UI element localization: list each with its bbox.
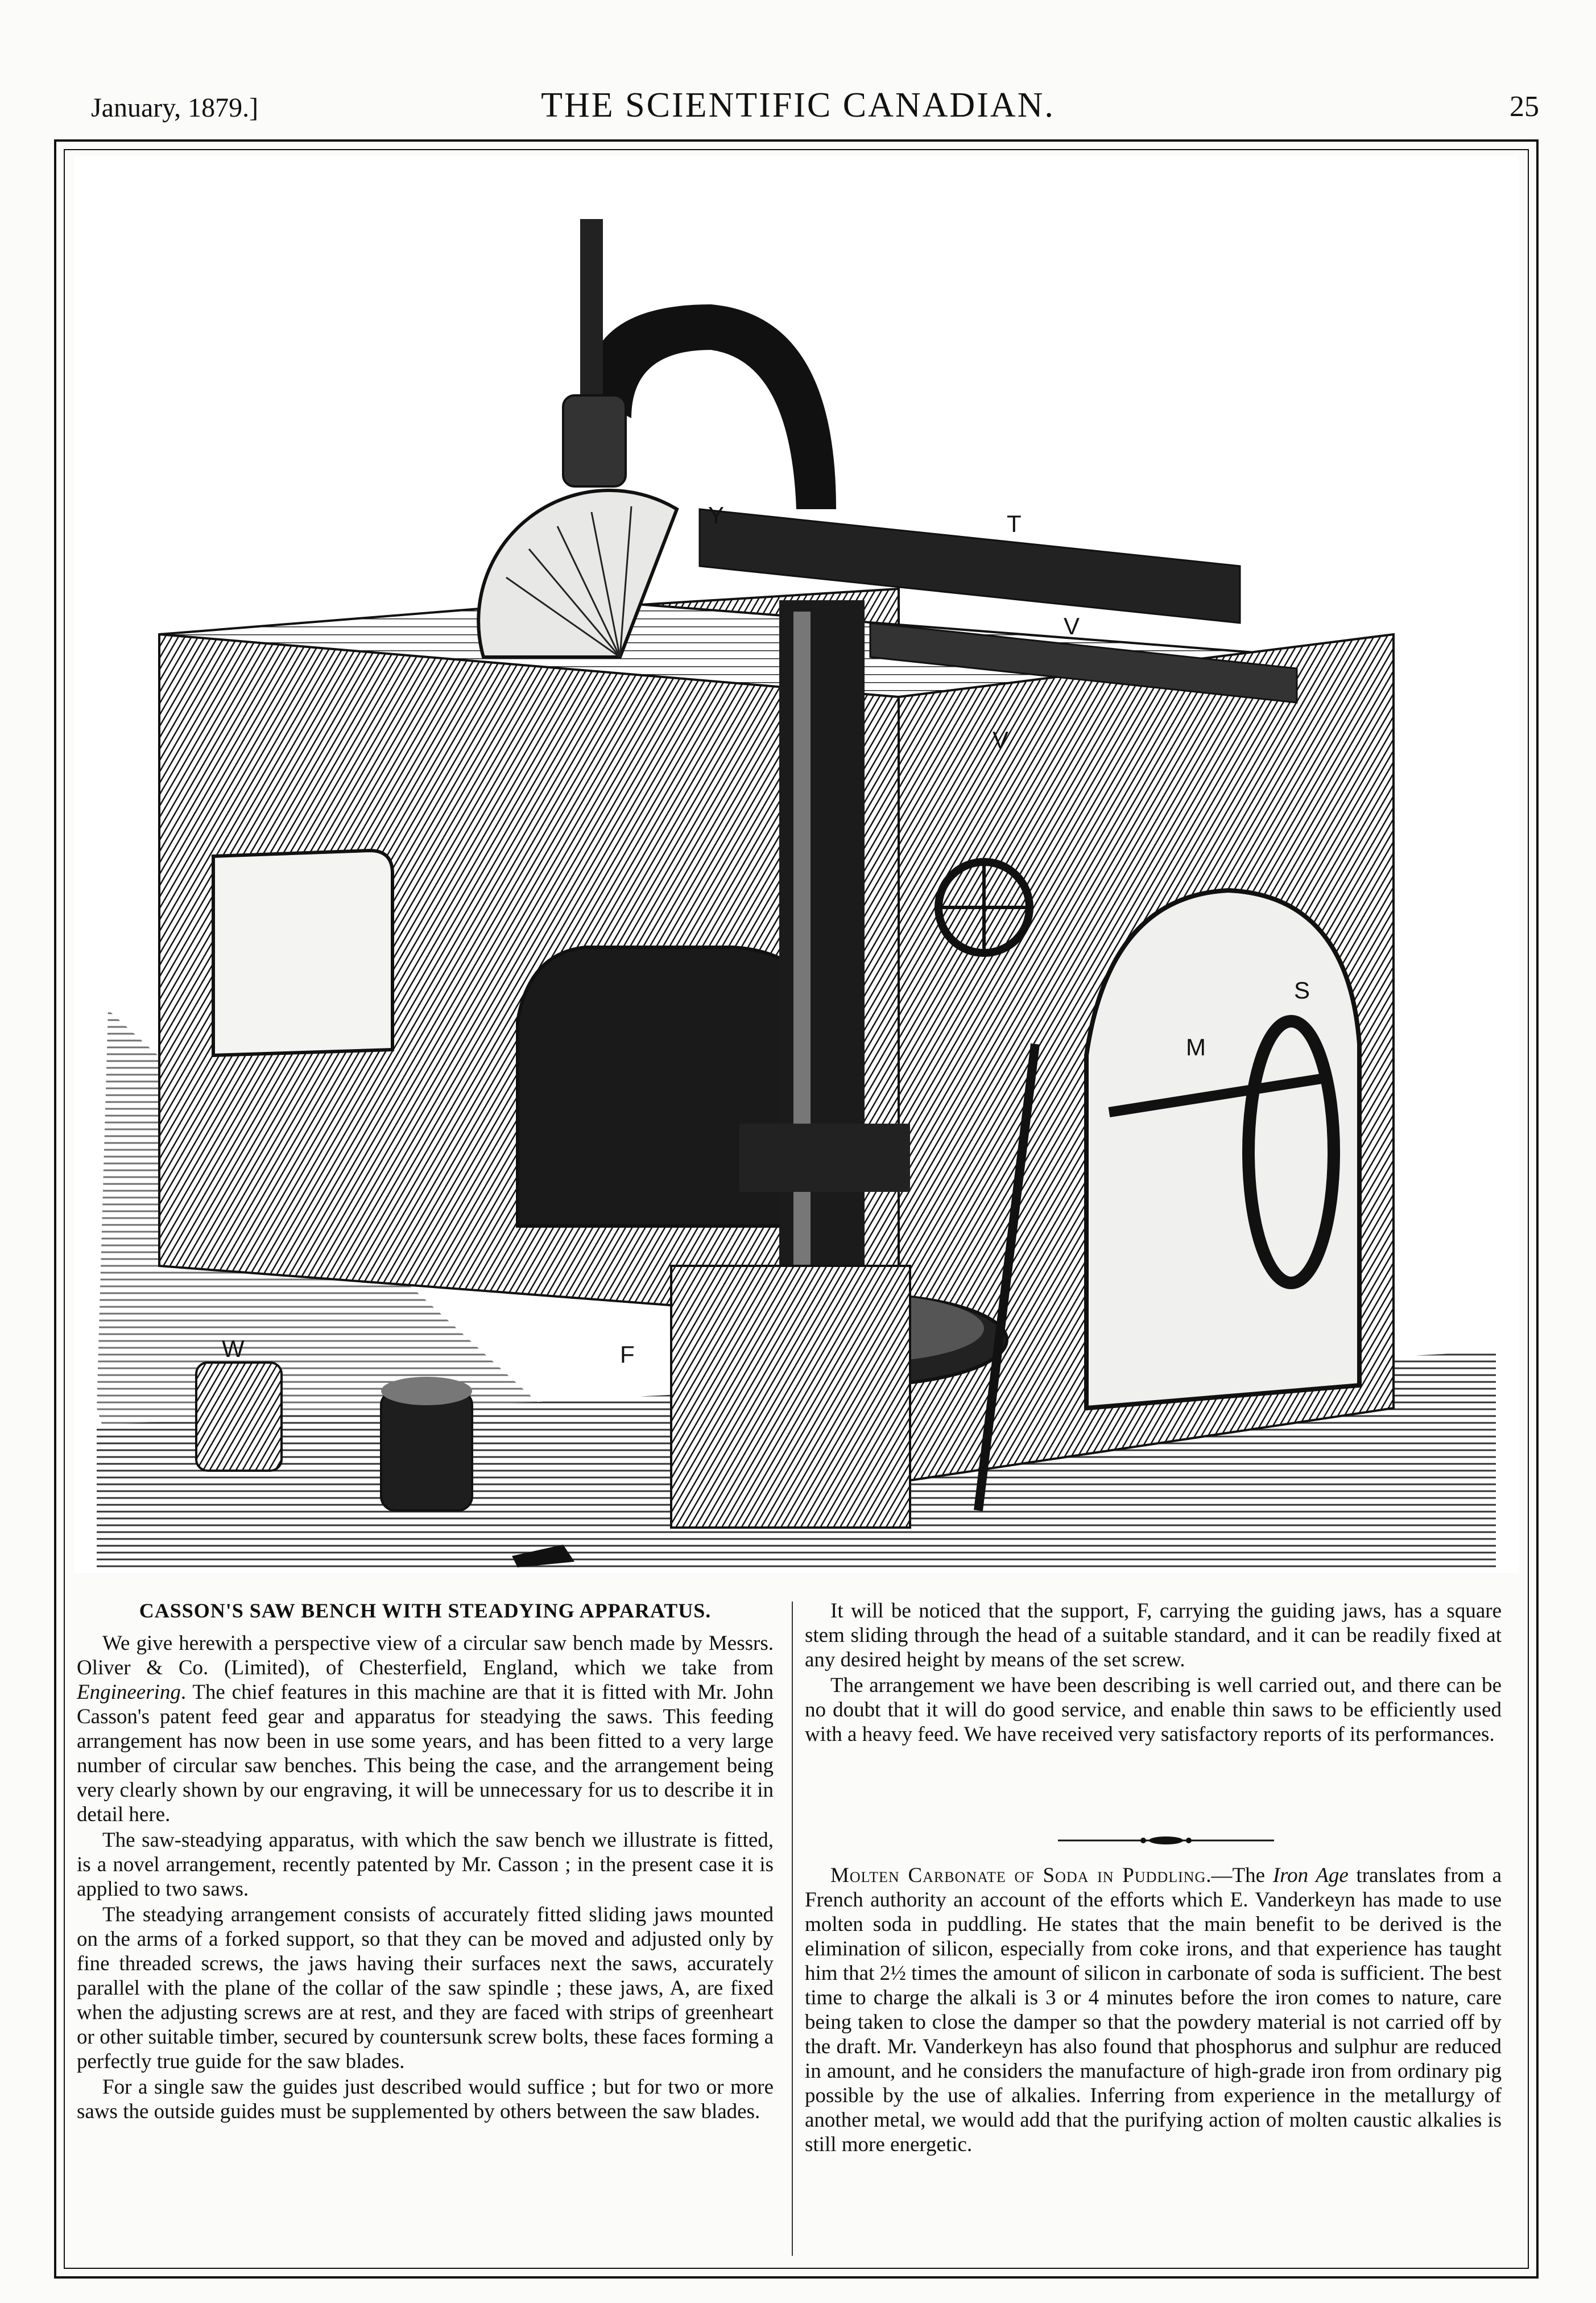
figure-letter-y: Y (708, 502, 725, 529)
page-number: 25 (1510, 90, 1539, 123)
article-continued (805, 1599, 1502, 1747)
article-paragraph: The arrangement we have been describing is well carried out, and there can be no doubt that it will do good service, and enable thin saws to be efficiently used with a heavy feed. We have received very satisfactory reports of its performances. (805, 1674, 1502, 1746)
figure-letter-f: F (620, 1341, 635, 1368)
figure-letter-m: M (1186, 1034, 1206, 1060)
journal-title: THE SCIENTIFIC CANADIAN. (541, 86, 1055, 125)
article-paragraph: We give herewith a perspective view of a circular saw bench made by Messrs. Oliver & Co. (Limited), of Chesterfield, England, which we take from Engineering. The chief features in this machine are that it is fitted with Mr. John Casson's patent feed gear and apparatus for steadying the saws. This feeding arrangement has now been in use some years, and has been fitted to a very large number of circular saw benches. This being the case, and the arrangement being very clearly shown by our engraving, it will be unnecessary for us to describe it in detail here. (77, 1632, 774, 1826)
column-divider (792, 1602, 793, 2256)
figure-letter-t: T (1007, 510, 1022, 537)
article-paragraph: Molten Carbonate of Soda in Puddling.—The Iron Age translates from a French authority an account of the efforts which E. Vanderkeyn has made to use molten soda in puddling. He states that the main benefit to be derived is the elimination of silicon, especially from coke irons, and that experience has taught him that 2½ times the amount of silicon in carbonate of soda is sufficient. The best time to charge the alkali is 3 or 4 minutes before the iron comes to nature, care being taken to close the damper so that the powdery material is not carried off by the draft. Mr. Vanderkeyn has also found that phosphorus and sulphur are reduced in amount, and he considers the manufacture of high-grade iron from ordinary pig possible by the use of alkalies. Inferring from experience in the metallurgy of another metal, we would add that the purifying action of molten caustic alkalies is still more energetic. (805, 1864, 1502, 2156)
header-date: January, 1879.] (91, 93, 259, 123)
figure-letter-w: W (222, 1335, 245, 1362)
figure-letter-s: S (1294, 977, 1310, 1004)
running-header (0, 85, 1596, 131)
saw-bench-engraving (74, 156, 1519, 1573)
article-title: CASSON'S SAW BENCH WITH STEADYING APPARATUS. (139, 1599, 712, 1622)
article-paragraph: The saw-steadying apparatus, with which the saw bench we illustrate is fitted, is a novel arrangement, recently patented by Mr. Casson ; in the present case it is applied to two saws. (77, 1829, 774, 1901)
article-paragraph: For a single saw the guides just described would suffice ; but for two or more saws the outside guides must be supplemented by others between the saw blades. (77, 2075, 774, 2123)
article-title: Molten Carbonate of Soda in Puddling (830, 1864, 1206, 1887)
article-casson-saw-bench (77, 1599, 774, 2124)
figure-letter-v-upper: V (1064, 613, 1080, 639)
section-ornament (1058, 1835, 1274, 1846)
article-paragraph: The steadying arrangement consists of accurately fitted sliding jaws mounted on the arms of a forked support, so that they can be moved and adjusted only by fine threaded screws, the jaws having their surfaces next the saws, accurately parallel with the plane of the collar of the saw spindle ; these jaws, A, are fixed when the adjusting screws are at rest, and they are faced with strips of greenheart or other suitable timber, secured by countersunk screw bolts, these faces forming a perfectly true guide for the saw blades. (77, 1903, 774, 2073)
figure-letter-v-lower: V (993, 727, 1009, 753)
article-molten-carbonate (805, 1863, 1502, 2157)
article-paragraph: It will be noticed that the support, F, carrying the guiding jaws, has a square stem sliding through the head of a suitable standard, and it can be readily fixed at any desired height by means of the set screw. (805, 1599, 1502, 1671)
